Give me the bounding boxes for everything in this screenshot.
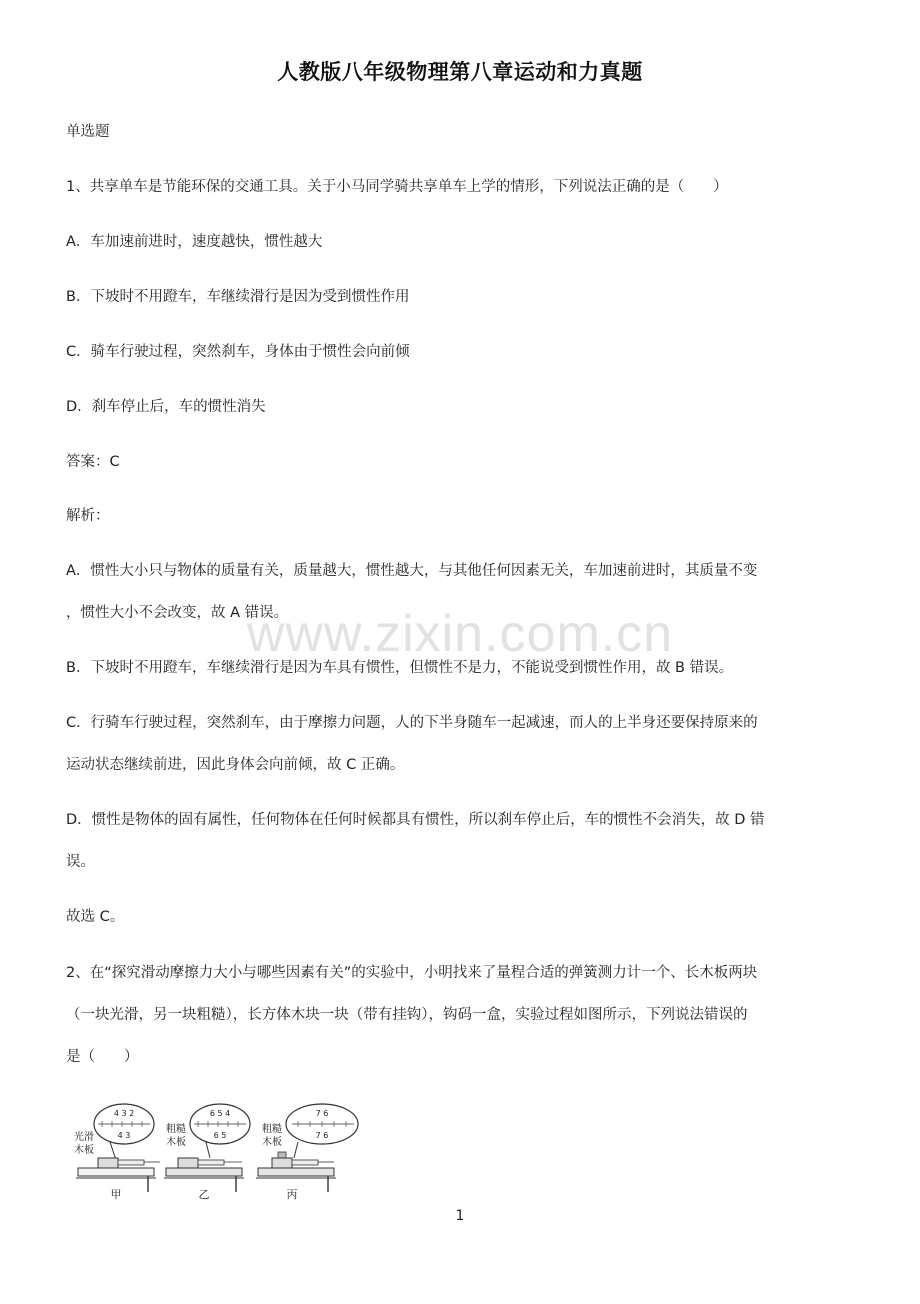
q2-stem-line3: 是（ ）	[66, 1049, 139, 1065]
wooden-block	[98, 1158, 118, 1168]
panel-caption: 甲	[110, 1188, 122, 1201]
q1-analysis-c-line1: C．行骑车行驶过程，突然刹车，由于摩擦力问题，人的下半身随车一起减速，而人的上半身还要保持原来的	[66, 715, 758, 731]
q1-analysis-d-line2: 误。	[66, 854, 95, 870]
q1-option-a: A．车加速前进时，速度越快，惯性越大	[66, 234, 323, 250]
q2-stem-line2: （一块光滑，另一块粗糙），长方体木块一块（带有挂钩），钩码一盒，实验过程如图所示，下列说法错误的	[66, 1007, 748, 1023]
q1-answer: 答案：C	[66, 454, 120, 470]
scale-reading-bottom: 6 5	[213, 1131, 227, 1140]
panel-caption: 乙	[198, 1188, 210, 1201]
wooden-block	[178, 1158, 198, 1168]
q1-option-d: D．刹车停止后，车的惯性消失	[66, 399, 266, 415]
scale-reading-bottom: 7 6	[315, 1131, 329, 1140]
board-label: 木板	[262, 1137, 282, 1148]
scale-reading-top: 4 3 2	[113, 1109, 135, 1118]
board-label: 木板	[166, 1137, 186, 1148]
board-label: 粗糙	[166, 1124, 186, 1135]
q1-analysis-b: B．下坡时不用蹬车，车继续滑行是因为车具有惯性，但惯性不是力，不能说受到惯性作用，故 B 错误。	[66, 660, 734, 676]
long-board	[258, 1168, 334, 1176]
board-label: 粗糙	[262, 1124, 282, 1135]
q1-option-b: B．下坡时不用蹬车，车继续滑行是因为受到惯性作用	[66, 289, 410, 305]
q1-analysis-c-line2: 运动状态继续前进，因此身体会向前倾，故 C 正确。	[66, 757, 405, 773]
q1-analysis-a-line2: ，惯性大小不会改变，故 A 错误。	[66, 605, 289, 621]
scale-reading-bottom: 4 3	[117, 1131, 131, 1140]
board-label: 木板	[74, 1145, 94, 1156]
friction-experiment-figure	[72, 1100, 372, 1204]
section-heading: 单选题	[66, 124, 110, 140]
page-number: 1	[455, 1208, 465, 1224]
q1-analysis-a-line1: A．惯性大小只与物体的质量有关，质量越大，惯性越大，与其他任何因素无关，车加速前进时，其质量不变	[66, 563, 758, 579]
watermark: www.zixin.com.cn	[246, 605, 674, 663]
q1-conclusion: 故选 C。	[66, 909, 125, 925]
panel-yi	[164, 1104, 250, 1201]
board-label: 光滑	[74, 1132, 94, 1143]
panel-caption: 丙	[286, 1188, 298, 1201]
q1-stem: 1、共享单车是节能环保的交通工具。关于小马同学骑共享单车上学的情形，下列说法正确的是（ ）	[66, 179, 728, 195]
long-board	[166, 1168, 242, 1176]
q1-option-c: C．骑车行驶过程，突然刹车，身体由于惯性会向前倾	[66, 344, 410, 360]
long-board	[78, 1168, 154, 1176]
page-title: 人教版八年级物理第八章运动和力真题	[277, 60, 643, 84]
scale-reading-top: 7 6	[315, 1109, 329, 1118]
panel-jia	[74, 1104, 160, 1201]
wooden-block	[272, 1158, 292, 1168]
q2-stem-line1: 2、在“探究滑动摩擦力大小与哪些因素有关”的实验中，小明找来了量程合适的弹簧测力计一个、长木板两块	[66, 965, 758, 981]
scale-reading-top: 6 5 4	[209, 1109, 231, 1118]
q1-analysis-d-line1: D．惯性是物体的固有属性，任何物体在任何时候都具有惯性，所以刹车停止后，车的惯性不会消失，故 D 错	[66, 812, 765, 828]
q1-analysis-label: 解析：	[66, 508, 110, 524]
hook-weights	[278, 1152, 286, 1158]
panel-bing	[256, 1104, 358, 1201]
